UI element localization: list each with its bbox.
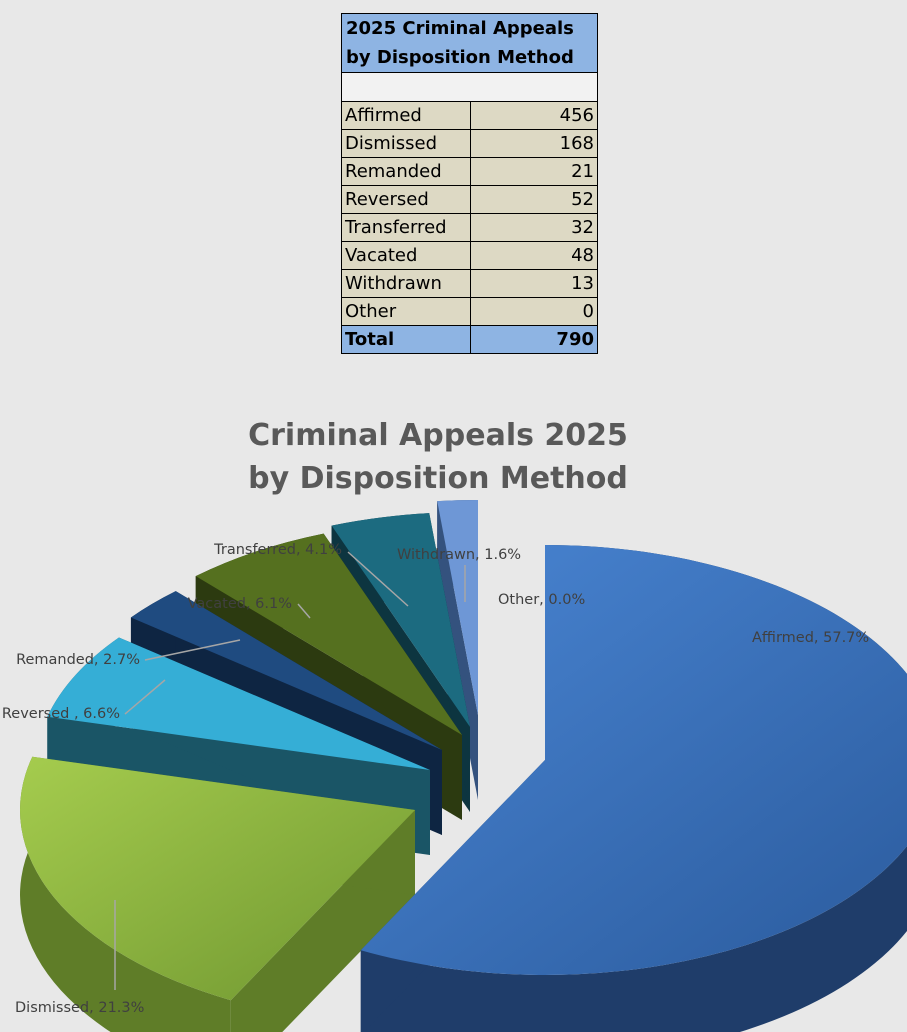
row-label: Remanded: [342, 158, 471, 186]
row-label: Dismissed: [342, 130, 471, 158]
data-label-dismissed: Dismissed, 21.3%: [15, 1000, 145, 1016]
data-label-vacated: Vacated, 6.1%: [187, 596, 292, 612]
row-label: Affirmed: [342, 102, 471, 130]
chart-title: Criminal Appeals 2025: [248, 418, 628, 453]
row-label: Withdrawn: [342, 270, 471, 298]
data-label-transferred: Transferred, 4.1%: [214, 542, 342, 558]
row-value: 52: [471, 186, 598, 214]
row-value: 0: [471, 298, 598, 326]
total-label: Total: [342, 326, 471, 354]
row-label: Reversed: [342, 186, 471, 214]
data-label-withdrawn: Withdrawn, 1.6%: [397, 547, 522, 563]
row-value: 32: [471, 214, 598, 242]
row-value: 456: [471, 102, 598, 130]
data-label-other: Other, 0.0%: [498, 592, 586, 608]
row-value: 21: [471, 158, 598, 186]
table-title-line2: by Disposition Method: [346, 47, 574, 68]
row-label: Vacated: [342, 242, 471, 270]
total-value: 790: [471, 326, 598, 354]
row-label: Transferred: [342, 214, 471, 242]
table-title-line1: 2025 Criminal Appeals: [346, 18, 574, 39]
row-label: Other: [342, 298, 471, 326]
data-label-reversed: Reversed , 6.6%: [1, 706, 120, 722]
row-value: 168: [471, 130, 598, 158]
pie-slices: [20, 500, 907, 1032]
data-label-affirmed: Affirmed, 57.7%: [752, 630, 870, 646]
row-value: 48: [471, 242, 598, 270]
data-label-remanded: Remanded, 2.7%: [16, 652, 140, 668]
chart-subtitle: by Disposition Method: [248, 461, 628, 496]
row-value: 13: [471, 270, 598, 298]
